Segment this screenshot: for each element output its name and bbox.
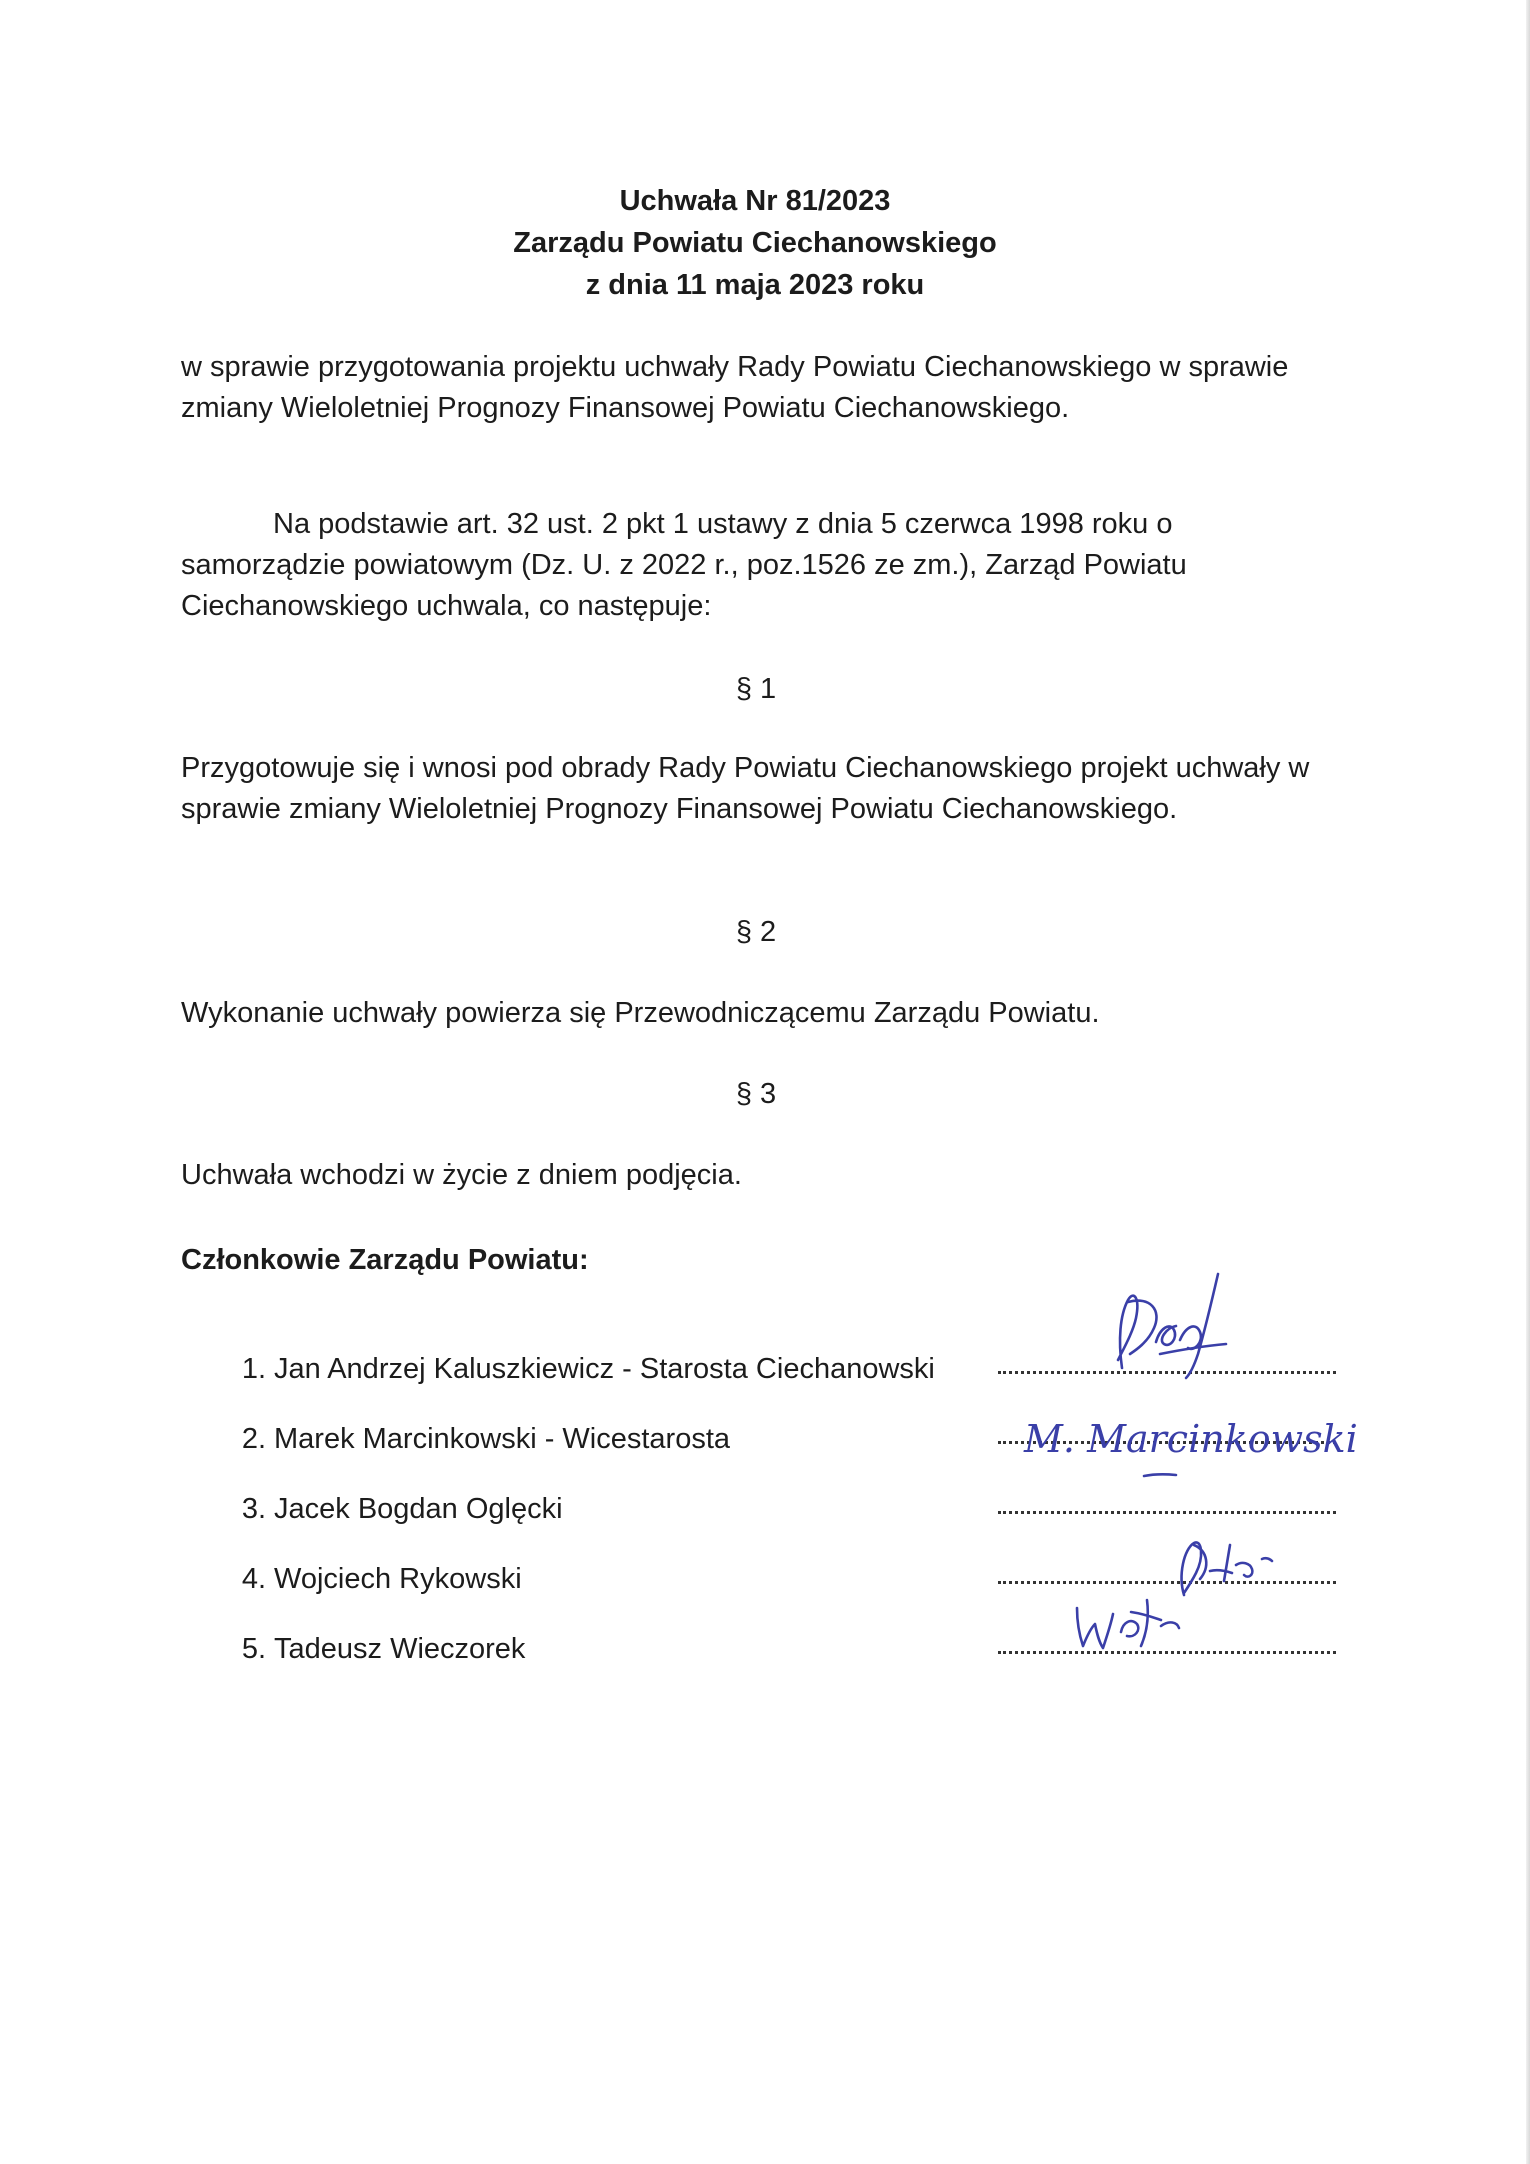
member-number: 4. [241, 1563, 266, 1595]
signature-marcinkowski-text: M. Marcinkowski [1024, 1417, 1358, 1461]
resolution-number: Uchwała Nr 81/2023 [619, 185, 891, 217]
signature-line [998, 1511, 1336, 1514]
member-number: 1. [241, 1353, 266, 1385]
member-name: Wojciech Rykowski [274, 1563, 522, 1595]
member-name: Jacek Bogdan Oglęcki [274, 1493, 563, 1525]
member-row [226, 1349, 1346, 1390]
legal-basis-paragraph: Na podstawie art. 32 ust. 2 pkt 1 ustawy z dnia 5 czerwca 1998 roku o samorządzie powiatowym (Dz. U. z 2022 r., poz.1526 ze zm.), Zarząd Powiatu Ciechanowskiego uchwala, co następuje: [181, 508, 1187, 622]
resolution-subject: w sprawie przygotowania projektu uchwały Rady Powiatu Ciechanowskiego w sprawie zmiany Wieloletniej Prognozy Finansowej Powiatu Ciechanowskiego. [181, 351, 1289, 424]
member-name: Jan Andrzej Kaluszkiewicz - Starosta Ciechanowski [274, 1353, 935, 1385]
scan-page-edge [1526, 0, 1530, 2164]
section-1-mark: § 1 [735, 673, 777, 705]
member-name: Tadeusz Wieczorek [274, 1633, 526, 1665]
member-row [226, 1419, 1346, 1460]
member-name: Marek Marcinkowski - Wicestarosta [274, 1423, 731, 1455]
board-members-heading: Członkowie Zarządu Powiatu: [181, 1244, 589, 1276]
member-row [226, 1489, 1346, 1530]
signature-line [998, 1371, 1336, 1374]
member-number: 5. [241, 1633, 266, 1665]
section-3-text: Uchwała wchodzi w życie z dniem podjęcia. [181, 1159, 742, 1191]
member-row [226, 1559, 1346, 1600]
signature-line [998, 1651, 1336, 1654]
issuing-body: Zarządu Powiatu Ciechanowskiego [513, 227, 997, 259]
resolution-date: z dnia 11 maja 2023 roku [585, 269, 925, 301]
signature-stroke-mark [1140, 1470, 1180, 1482]
section-2-text: Wykonanie uchwały powierza się Przewodniczącemu Zarządu Powiatu. [181, 997, 1100, 1029]
member-number: 2. [241, 1423, 266, 1455]
member-row [226, 1629, 1346, 1670]
signature-line [998, 1441, 1336, 1444]
section-1-text: Przygotowuje się i wnosi pod obrady Rady Powiatu Ciechanowskiego projekt uchwały w sprawie zmiany Wieloletniej Prognozy Finansowej Powiatu Ciechanowskiego. [181, 752, 1310, 825]
signature-line [998, 1581, 1336, 1584]
member-number: 3. [241, 1493, 266, 1525]
section-2-mark: § 2 [735, 916, 777, 948]
section-3-mark: § 3 [735, 1078, 777, 1110]
resolution-header [0, 180, 1530, 306]
